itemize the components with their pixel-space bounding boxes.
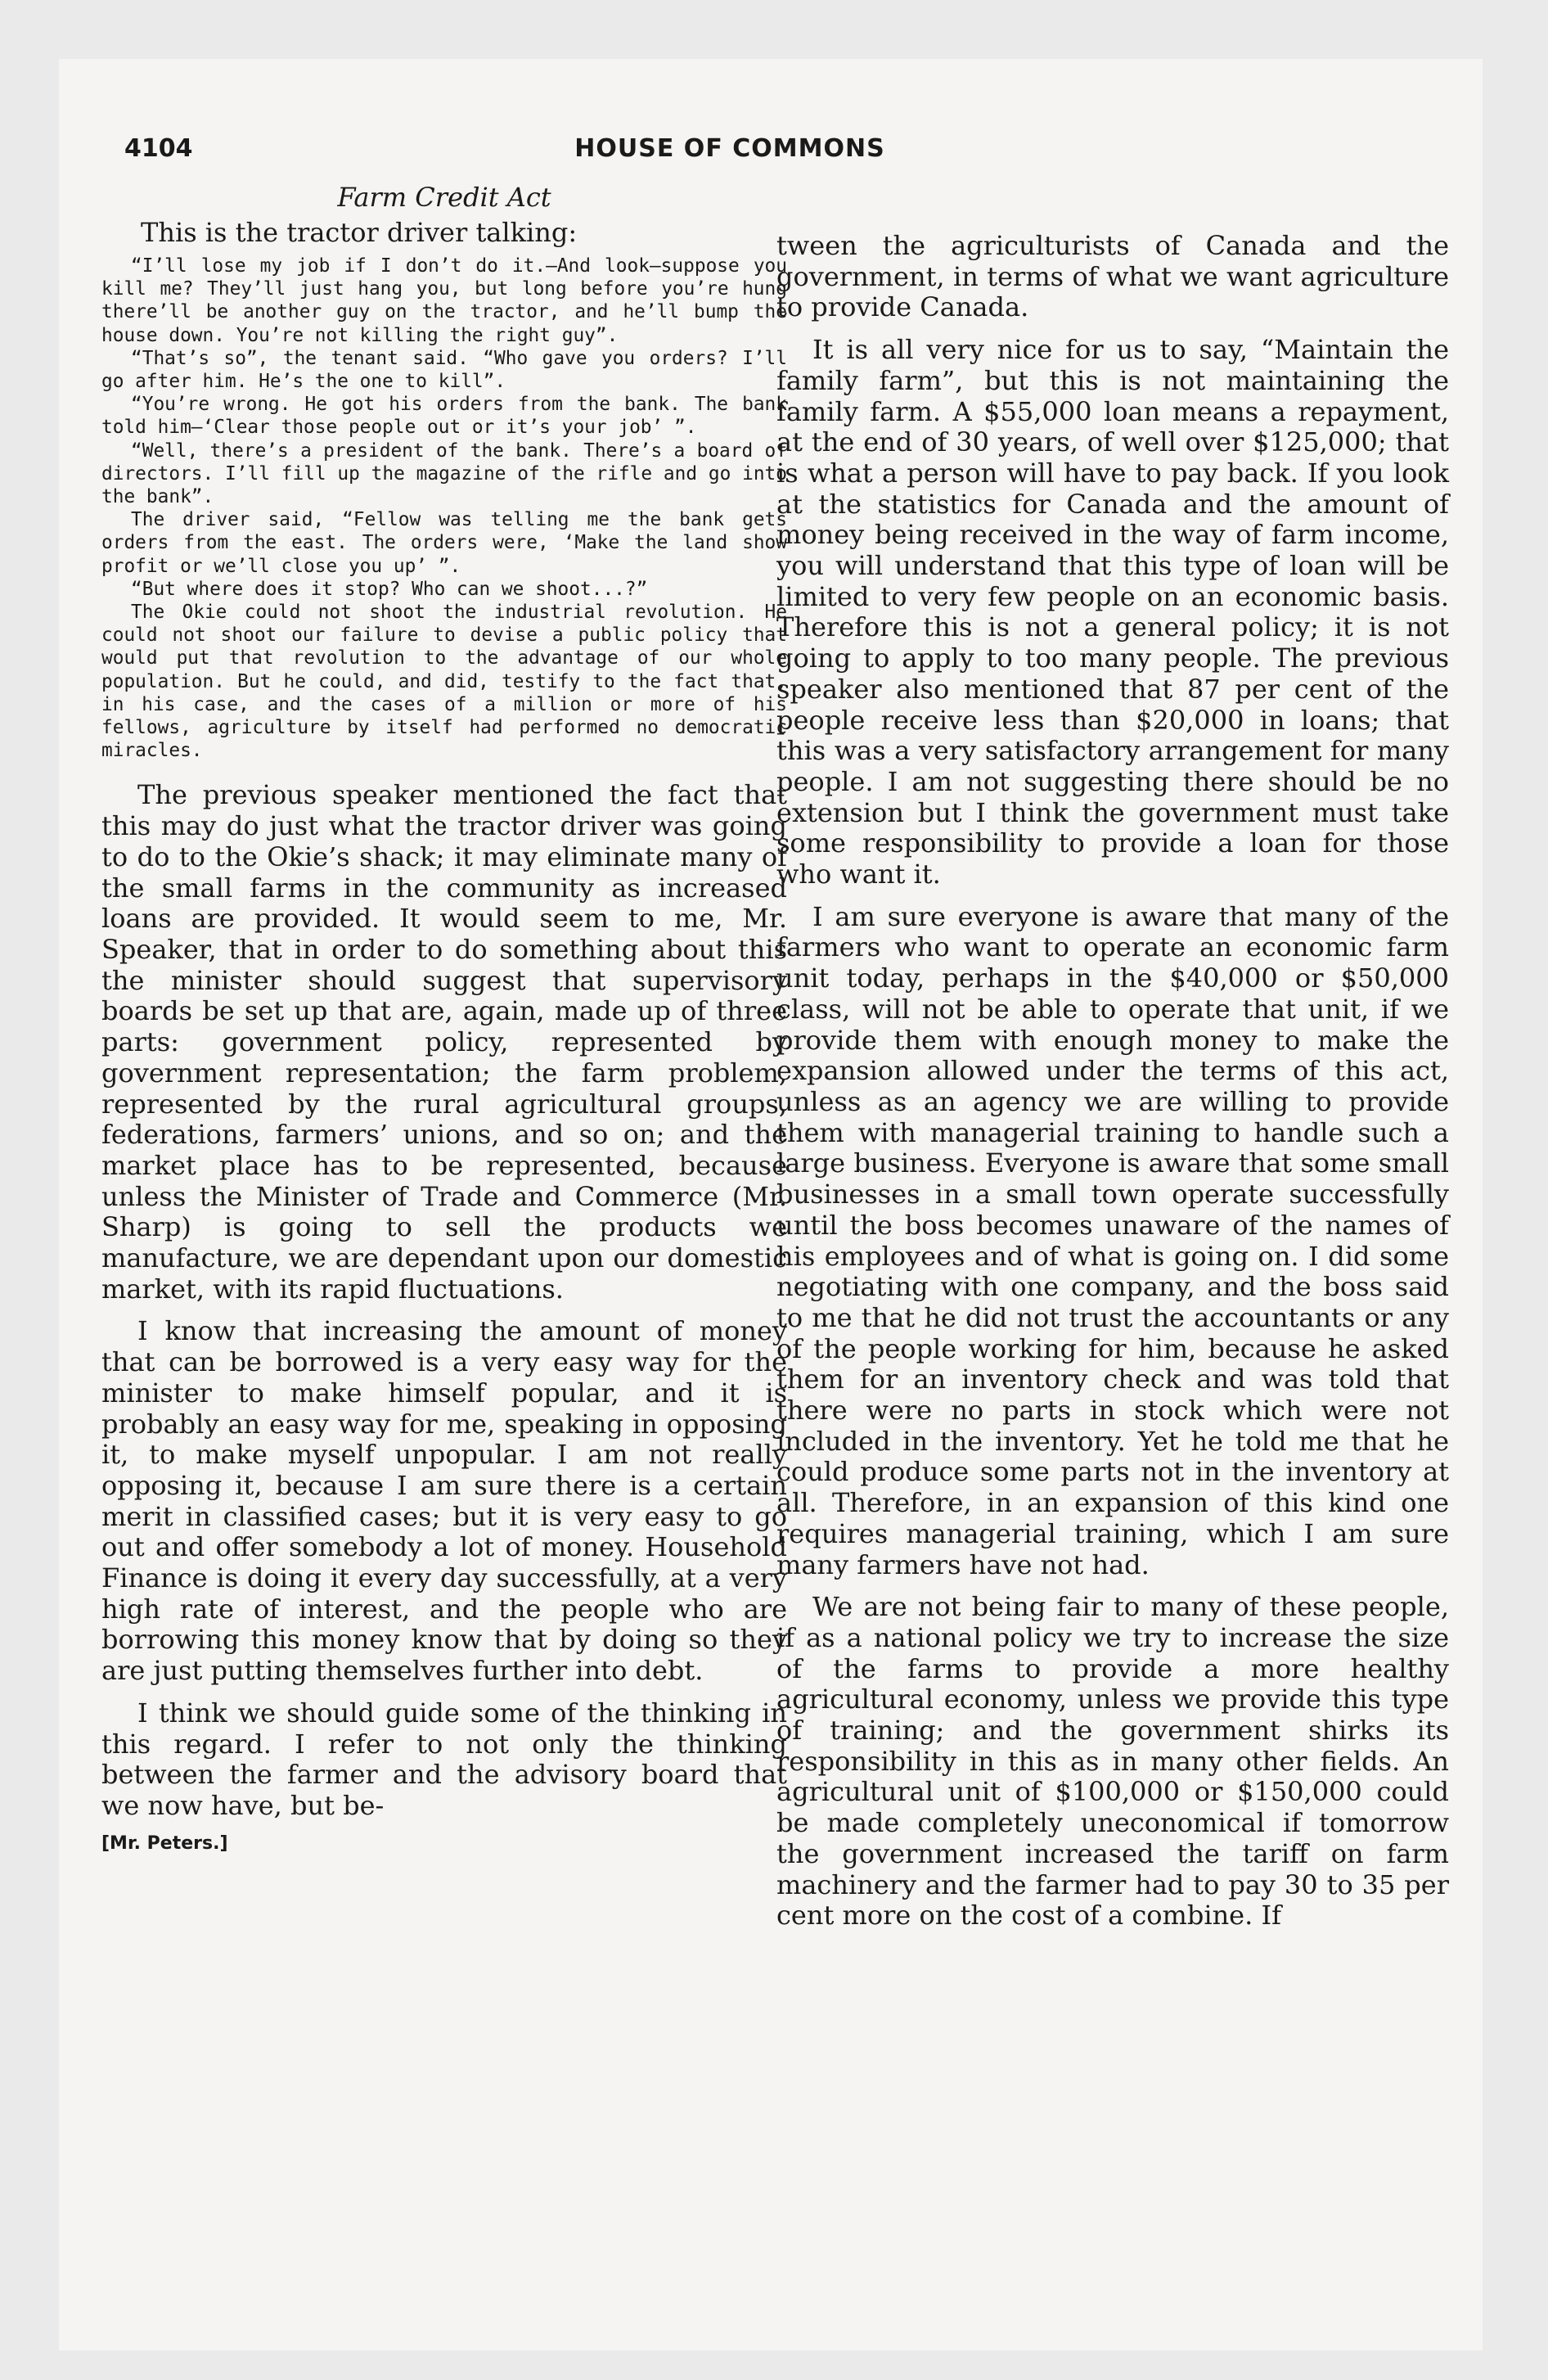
quote-paragraph: “I’ll lose my job if I don’t do it.—And look—suppose you kill me? They’ll just hang you, but long before you’re hung there’ll be another guy on the tractor, and he’ll bump the house down. You’re not killing the right guy”. — [101, 255, 787, 346]
body-paragraph: We are not being fair to many of these people, if as a national policy we try to increase the size of the farms to provide a more healthy agricultural economy, unless we provide this type of training; and the government shirks its responsibility in this as in many other fields. An agricultural unit of $100,000 or $150,000 could be made completely uneconomical if tomorrow the government increased the tariff on farm machinery and the farmer had to pay 30 to 35 per cent more on the cost of a combine. If — [776, 1591, 1449, 1931]
page-number: 4104 — [124, 134, 193, 163]
quote-paragraph: “Well, there’s a president of the bank. There’s a board of directors. I’ll fill up the magazine of the rifle and go into the bank”. — [101, 439, 787, 508]
quote-paragraph: The Okie could not shoot the industrial revolution. He could not shoot our failure to devise a public policy that would put that revolution to the advantage of our whole population. But he could, and did, testify to the fact that, in his case, and the cases of a million or more of his fellows, agriculture by itself had performed no democratic miracles. — [101, 602, 787, 762]
body-paragraph: It is all very nice for us to say, “Maintain the family farm”, but this is not maintaining the family farm. A $55,000 loan means a repayment, at the end of 30 years, of well over $125,000; that is what a person will have to pay back. If you look at the statistics for Canada and the amount of money being received in the way of farm income, you will understand that this type of loan will be limited to very few people on an economic basis. Therefore this is not a general policy; it is not going to apply to too many people. The previous speaker also mentioned that 87 per cent of the people receive less than $20,000 in loans; that this was a very satisfactory arrangement for many people. I am not suggesting there should be no extension but I think the government must take some responsibility to provide a loan for those who want it. — [776, 334, 1449, 890]
right-column — [776, 231, 1449, 1943]
lead-sentence: This is the tractor driver talking: — [141, 217, 578, 248]
body-paragraph: tween the agriculturists of Canada and the government, in terms of what we want agriculture to provide Canada. — [776, 230, 1449, 323]
body-paragraph: I am sure everyone is aware that many of the farmers who want to operate an economic farm unit today, perhaps in the $40,000 or $50,000 class, will not be able to operate that unit, if we provide them with enough money to make the expansion allowed under the terms of this act, unless as an agency we are willing to provide them with managerial training to handle such a large business. Everyone is aware that some small businesses in a small town operate successfully until the boss becomes unaware of the names of his employees and of what is going on. I did some negotiating with one company, and the boss said to me that he did not trust the accountants or any of the people working for him, because he asked them for an inventory check and was told that there were no parts in stock which were not included in the inventory. Yet he told me that he could produce some parts not in the inventory at all. Therefore, in an expansion of this kind one requires managerial training, which I am sure many farmers have not had. — [776, 900, 1449, 1580]
quote-paragraph: “That’s so”, the tenant said. “Who gave you orders? I’ll go after him. He’s the one to kill”. — [101, 347, 787, 393]
quote-paragraph: The driver said, “Fellow was telling me the bank gets orders from the east. The orders were, ‘Make the land show profit or we’ll close you up’ ”. — [101, 509, 787, 577]
quote-paragraph: “But where does it stop? Who can we shoot...?” — [131, 578, 648, 600]
body-paragraph: The previous speaker mentioned the fact that this may do just what the tractor driver was going to do to the Okie’s shack; it may eliminate many of the small farms in the community as increased loans are provided. It would seem to me, Mr. Speaker, that in order to do something about this the minister should suggest that supervisory boards be set up that are, again, made up of three parts: government policy, represented by government representation; the farm problem, represented by the rural agricultural groups, federations, farmers’ unions, and so on; and the market place has to be represented, because unless the Minister of Trade and Commerce (Mr. Sharp) is going to sell the products we manufacture, we are dependant upon our domestic market, with its rapid fluctuations. — [101, 779, 787, 1305]
page-header — [124, 134, 1335, 170]
section-title: Farm Credit Act — [337, 182, 551, 213]
quote-paragraph: “You’re wrong. He got his orders from the bank. The bank told him—‘Clear those people out or it’s your job’ ”. — [101, 394, 787, 439]
body-paragraph: I think we should guide some of the thinking in this regard. I refer to not only the thinking between the farmer and the advisory board that we now have, but be- — [101, 1697, 787, 1821]
left-body-text — [101, 780, 787, 1821]
left-column — [101, 182, 787, 1854]
speaker-attribution: [Mr. Peters.] — [101, 1832, 228, 1854]
document-page — [59, 59, 1483, 2351]
block-quote — [101, 255, 787, 762]
journal-title: HOUSE OF COMMONS — [574, 134, 885, 163]
body-paragraph: I know that increasing the amount of money that can be borrowed is a very easy way for the minister to make himself popular, and it is probably an easy way for me, speaking in opposing it, to make myself unpopular. I am not really opposing it, because I am sure there is a certain merit in classified cases; but it is very easy to go out and offer somebody a lot of money. Household Finance is doing it every day successfully, at a very high rate of interest, and the people who are borrowing this money know that by doing so they are just putting themselves further into debt. — [101, 1315, 787, 1687]
